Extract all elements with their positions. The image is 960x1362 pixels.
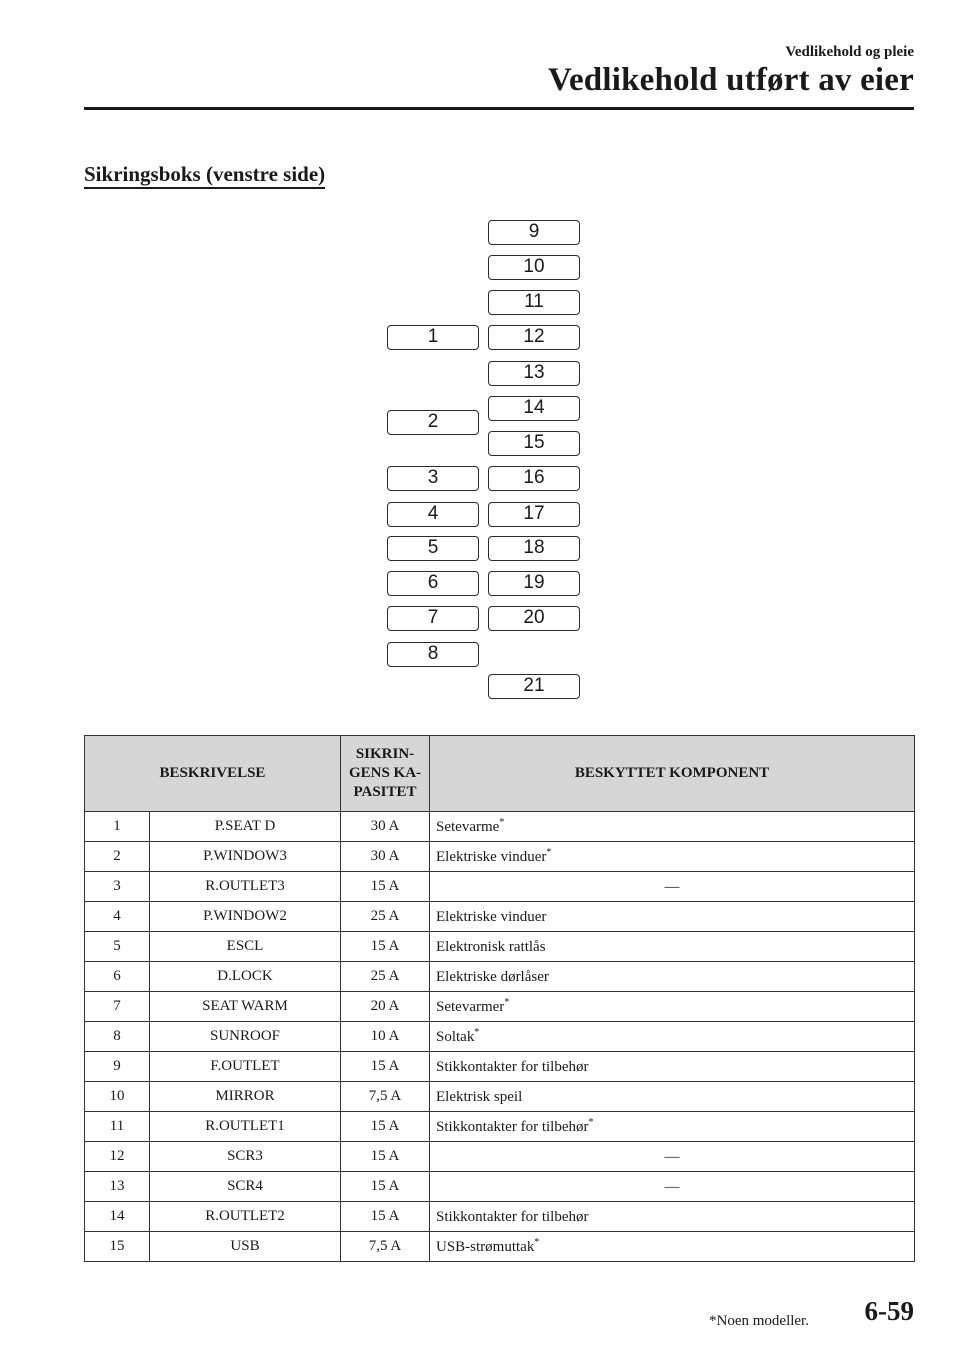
fuse-20: 20 bbox=[488, 606, 580, 631]
fuse-19: 19 bbox=[488, 571, 580, 596]
fuse-7: 7 bbox=[387, 606, 479, 631]
fuse-number: 13 bbox=[85, 1172, 150, 1202]
table-row bbox=[85, 872, 915, 902]
protected-component bbox=[430, 1202, 915, 1232]
component-text: Stikkontakter for tilbehør bbox=[436, 1119, 589, 1135]
component-text: Elektriske dørlåser bbox=[436, 969, 549, 985]
fuse-number: 12 bbox=[85, 1142, 150, 1172]
fuse-capacity: 15 A bbox=[341, 932, 430, 962]
footnote-marker: * bbox=[546, 847, 552, 858]
fuse-table bbox=[84, 735, 915, 1262]
fuse-capacity: 15 A bbox=[341, 1052, 430, 1082]
component-text: USB-strømuttak bbox=[436, 1239, 535, 1255]
component-text: Stikkontakter for tilbehør bbox=[436, 1059, 589, 1075]
fuse-number: 5 bbox=[85, 932, 150, 962]
fuse-3: 3 bbox=[387, 466, 479, 491]
table-header-row bbox=[85, 736, 915, 812]
table-row bbox=[85, 1172, 915, 1202]
footnote-marker: * bbox=[474, 1027, 480, 1038]
table-row bbox=[85, 962, 915, 992]
component-text: Stikkontakter for tilbehør bbox=[436, 1209, 589, 1225]
fuse-number: 10 bbox=[85, 1082, 150, 1112]
component-text: ― bbox=[664, 1179, 680, 1195]
component-text: Elektrisk speil bbox=[436, 1089, 523, 1105]
protected-component bbox=[430, 1112, 915, 1142]
protected-component bbox=[430, 902, 915, 932]
header-title: Vedlikehold utført av eier bbox=[547, 62, 914, 98]
fuse-18: 18 bbox=[488, 536, 580, 561]
table-row bbox=[85, 1052, 915, 1082]
table-row bbox=[85, 1232, 915, 1262]
component-text: Setevarmer bbox=[436, 999, 505, 1015]
table-row bbox=[85, 932, 915, 962]
footnote-marker: * bbox=[534, 1237, 540, 1248]
fuse-description: SCR3 bbox=[150, 1142, 341, 1172]
protected-component bbox=[430, 842, 915, 872]
component-text: ― bbox=[664, 879, 680, 895]
table-row bbox=[85, 992, 915, 1022]
fuse-description: MIRROR bbox=[150, 1082, 341, 1112]
header-capacity-line1: SIKRIN- bbox=[355, 746, 415, 762]
component-text: Elektriske vinduer bbox=[436, 849, 547, 865]
fuse-number: 3 bbox=[85, 872, 150, 902]
component-text: Soltak bbox=[436, 1029, 475, 1045]
header-capacity-line3: PASITET bbox=[353, 784, 417, 800]
footnote-marker: * bbox=[588, 1117, 594, 1128]
fuse-number: 15 bbox=[85, 1232, 150, 1262]
protected-component bbox=[430, 872, 915, 902]
header-section-label: Vedlikehold og pleie bbox=[785, 44, 914, 60]
section-title: Sikringsboks (venstre side) bbox=[84, 162, 325, 189]
fuse-17: 17 bbox=[488, 502, 580, 527]
fuse-description: SCR4 bbox=[150, 1172, 341, 1202]
header-component: BESKYTTET KOMPONENT bbox=[430, 736, 915, 812]
fuse-description: ESCL bbox=[150, 932, 341, 962]
fuse-21: 21 bbox=[488, 674, 580, 699]
protected-component bbox=[430, 932, 915, 962]
table-row bbox=[85, 812, 915, 842]
table-row bbox=[85, 902, 915, 932]
table-row bbox=[85, 1202, 915, 1232]
fuse-number: 8 bbox=[85, 1022, 150, 1052]
fuse-description: P.WINDOW2 bbox=[150, 902, 341, 932]
fuse-capacity: 25 A bbox=[341, 962, 430, 992]
fuse-description: R.OUTLET2 bbox=[150, 1202, 341, 1232]
header-capacity bbox=[341, 736, 430, 812]
table-row bbox=[85, 1142, 915, 1172]
fuse-description: P.WINDOW3 bbox=[150, 842, 341, 872]
fuse-description: F.OUTLET bbox=[150, 1052, 341, 1082]
component-text: Elektriske vinduer bbox=[436, 909, 547, 925]
table-row bbox=[85, 1082, 915, 1112]
fuse-number: 14 bbox=[85, 1202, 150, 1232]
fuse-number: 11 bbox=[85, 1112, 150, 1142]
protected-component bbox=[430, 1082, 915, 1112]
page-number: 6-59 bbox=[864, 1296, 914, 1326]
fuse-capacity: 30 A bbox=[341, 812, 430, 842]
fuse-number: 9 bbox=[85, 1052, 150, 1082]
fuse-capacity: 15 A bbox=[341, 872, 430, 902]
fuse-8: 8 bbox=[387, 642, 479, 667]
fuse-number: 4 bbox=[85, 902, 150, 932]
footnote: *Noen modeller. bbox=[709, 1313, 809, 1329]
fuse-capacity: 15 A bbox=[341, 1172, 430, 1202]
fuse-capacity: 25 A bbox=[341, 902, 430, 932]
protected-component bbox=[430, 1022, 915, 1052]
fuse-description: D.LOCK bbox=[150, 962, 341, 992]
fuse-description: SEAT WARM bbox=[150, 992, 341, 1022]
fuse-16: 16 bbox=[488, 466, 580, 491]
fuse-number: 6 bbox=[85, 962, 150, 992]
fuse-capacity: 10 A bbox=[341, 1022, 430, 1052]
fuse-description: P.SEAT D bbox=[150, 812, 341, 842]
protected-component bbox=[430, 992, 915, 1022]
protected-component bbox=[430, 1232, 915, 1262]
fuse-capacity: 20 A bbox=[341, 992, 430, 1022]
fuse-1: 1 bbox=[387, 325, 479, 350]
component-text: Elektronisk rattlås bbox=[436, 939, 546, 955]
fuse-4: 4 bbox=[387, 502, 479, 527]
footnote-marker: * bbox=[504, 997, 510, 1008]
fuse-14: 14 bbox=[488, 396, 580, 421]
fuse-capacity: 15 A bbox=[341, 1112, 430, 1142]
footnote-marker: * bbox=[499, 817, 505, 828]
protected-component bbox=[430, 962, 915, 992]
fuse-2: 2 bbox=[387, 410, 479, 435]
fuse-description: SUNROOF bbox=[150, 1022, 341, 1052]
table-row bbox=[85, 1112, 915, 1142]
fuse-capacity: 15 A bbox=[341, 1142, 430, 1172]
fuse-13: 13 bbox=[488, 361, 580, 386]
header-capacity-line2: GENS KA- bbox=[348, 765, 422, 781]
component-text: Setevarme bbox=[436, 819, 500, 835]
fuse-number: 1 bbox=[85, 812, 150, 842]
fuse-description: R.OUTLET1 bbox=[150, 1112, 341, 1142]
fuse-12: 12 bbox=[488, 325, 580, 350]
fuse-15: 15 bbox=[488, 431, 580, 456]
table-row bbox=[85, 1022, 915, 1052]
protected-component bbox=[430, 812, 915, 842]
fuse-6: 6 bbox=[387, 571, 479, 596]
protected-component bbox=[430, 1172, 915, 1202]
fuse-capacity: 7,5 A bbox=[341, 1232, 430, 1262]
fuse-9: 9 bbox=[488, 220, 580, 245]
component-text: ― bbox=[664, 1149, 680, 1165]
protected-component bbox=[430, 1052, 915, 1082]
fuse-number: 7 bbox=[85, 992, 150, 1022]
header-description: BESKRIVELSE bbox=[85, 736, 341, 812]
protected-component bbox=[430, 1142, 915, 1172]
header-divider bbox=[84, 107, 914, 110]
fuse-11: 11 bbox=[488, 290, 580, 315]
table-row bbox=[85, 842, 915, 872]
fuse-capacity: 30 A bbox=[341, 842, 430, 872]
fuse-5: 5 bbox=[387, 536, 479, 561]
fuse-capacity: 7,5 A bbox=[341, 1082, 430, 1112]
fuse-10: 10 bbox=[488, 255, 580, 280]
fuse-description: USB bbox=[150, 1232, 341, 1262]
fuse-description: R.OUTLET3 bbox=[150, 872, 341, 902]
fuse-capacity: 15 A bbox=[341, 1202, 430, 1232]
fuse-number: 2 bbox=[85, 842, 150, 872]
